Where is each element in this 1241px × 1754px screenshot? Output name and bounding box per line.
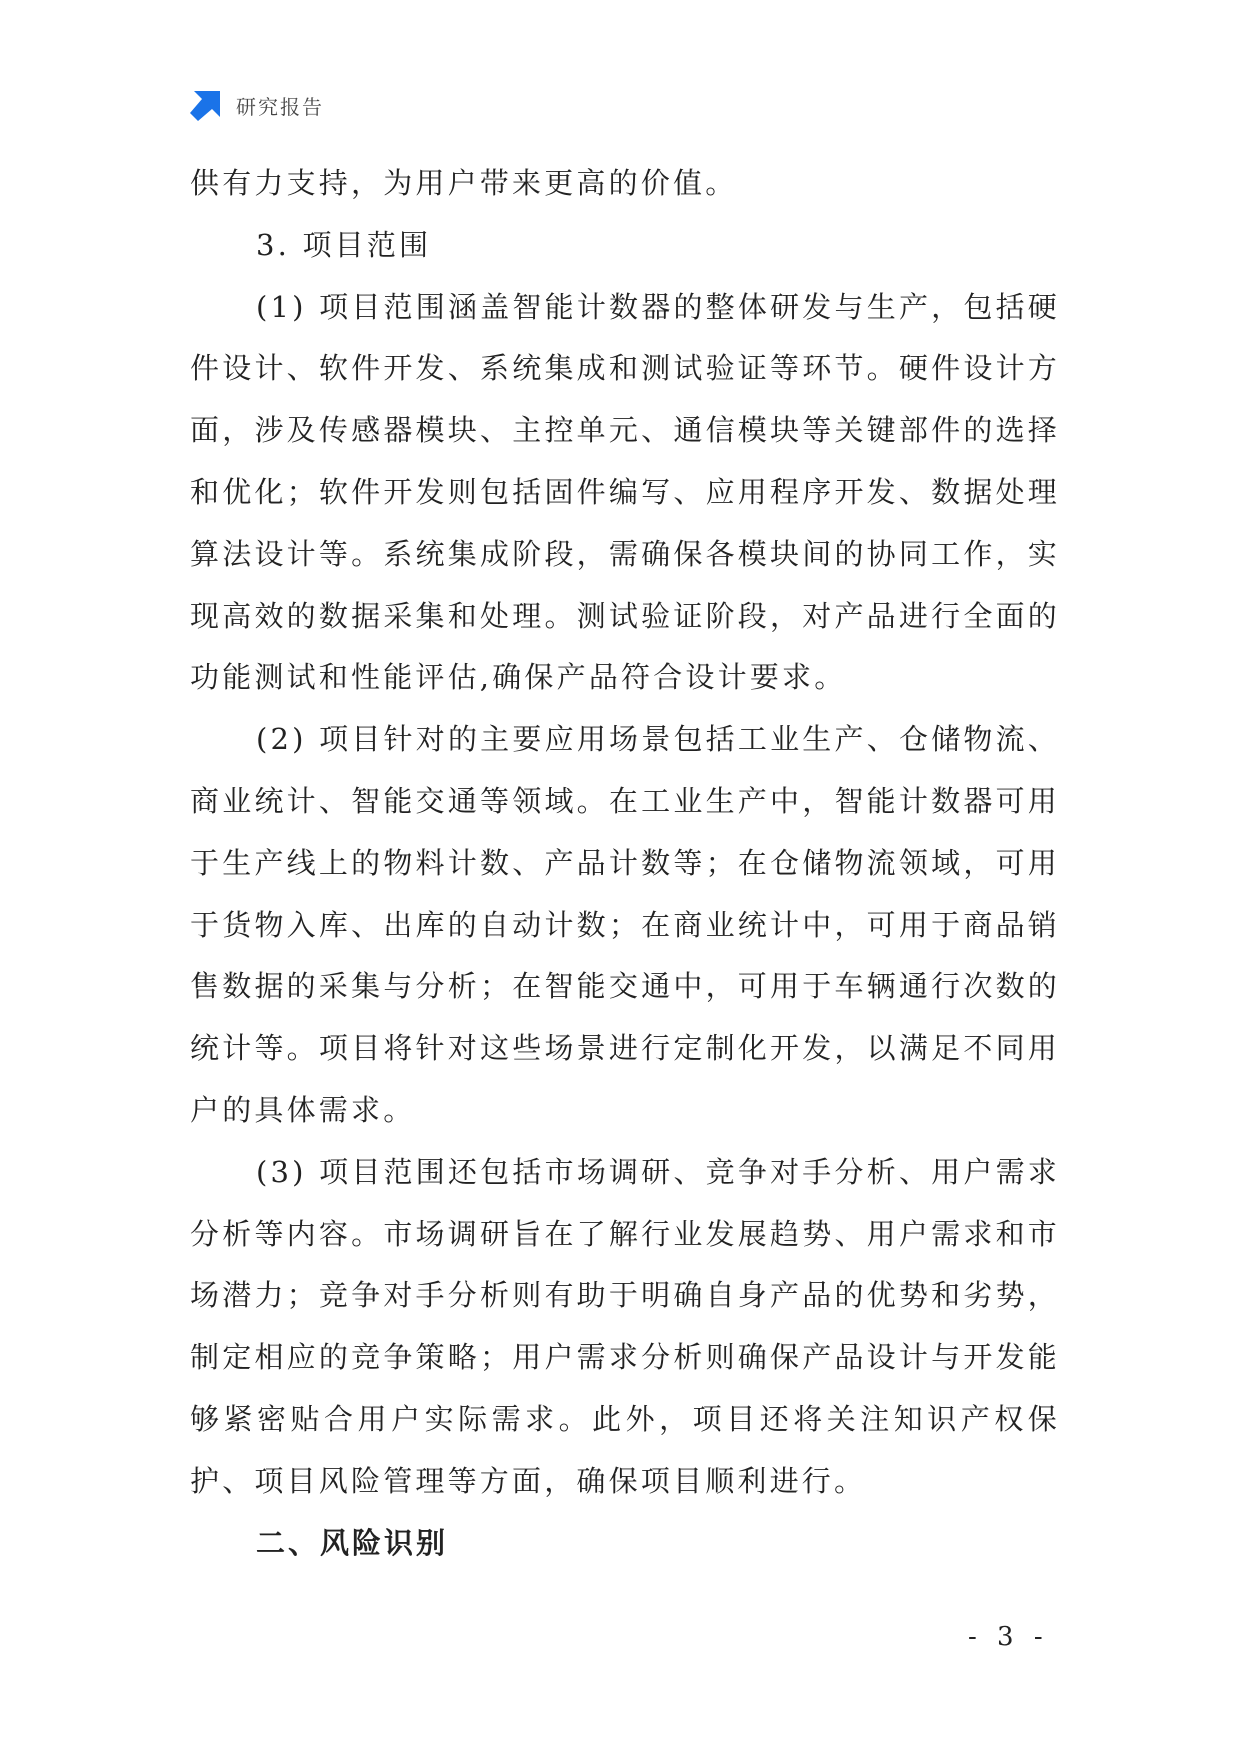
body-paragraph-2: (2) 项目针对的主要应用场景包括工业生产、仓储物流、商业统计、智能交通等领域。在工业生产中，智能计数器可用于生产线上的物料计数、产品计数等；在仓储物流领域，可用于货物入库、出库的自动计数；在商业统计中，可用于商品销售数据的采集与分析；在智能交通中，可用于车辆通行次数的统计等。项目将针对这些场景进行定制化开发，以满足不同用户的具体需求。: [190, 722, 1060, 1127]
document-body: [190, 153, 1060, 1574]
body-paragraph-1: (1) 项目范围涵盖智能计数器的整体研发与生产，包括硬件设计、软件开发、系统集成和测试验证等环节。硬件设计方面，涉及传感器模块、主控单元、通信模块等关键部件的选择和优化；软件开发则包括固件编写、应用程序开发、数据处理算法设计等。系统集成阶段，需确保各模块间的协同工作，实现高效的数据采集和处理。测试验证阶段，对产品进行全面的功能测试和性能评估,确保产品符合设计要求。: [190, 289, 1060, 695]
subsection-title: 3. 项目范围: [256, 227, 432, 262]
continuation-paragraph: 供有力支持，为用户带来更高的价值。: [190, 166, 738, 200]
page-header: [190, 88, 324, 122]
body-paragraph-3: (3) 项目范围还包括市场调研、竞争对手分析、用户需求分析等内容。市场调研旨在了解行业发展趋势、用户需求和市场潜力；竞争对手分析则有助于明确自身产品的优势和劣势，制定相应的竞争策略；用户需求分析则确保产品设计与开发能够紧密贴合用户实际需求。此外，项目还将关注知识产权保护、项目风险管理等方面，确保项目顺利进行。: [190, 1154, 1060, 1498]
section-heading: 二、风险识别: [256, 1525, 449, 1560]
arrow-logo-icon: [190, 89, 222, 121]
page-number: - 3 -: [968, 1622, 1049, 1652]
header-title: 研究报告: [236, 94, 324, 119]
